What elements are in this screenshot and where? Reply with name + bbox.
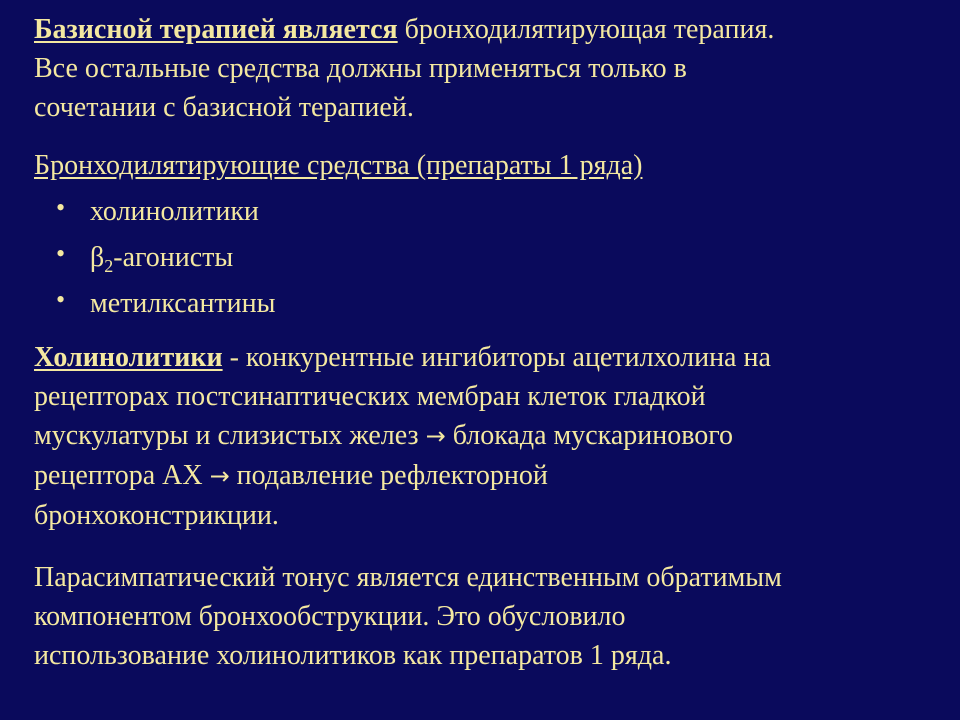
anticholinergics-heading: Холинолитики [34,342,223,373]
parasympathetic-paragraph [34,558,934,675]
list-item-beta2-agonists [56,240,275,286]
intro-line1-rest: бронходилятирующая терапия. [397,14,775,45]
parasympathetic-line2: компонентом бронхообструкции. Это обусловило [34,601,626,632]
beta-subscript: 2 [104,256,114,276]
parasympathetic-line3: использование холинолитиков как препаратов 1 ряда. [34,640,672,671]
anticholinergics-line2: рецепторах постсинаптических мембран клеток гладкой [34,381,706,412]
arrow-right-icon: → [425,422,446,450]
list-item-methylxanthines [56,286,275,332]
intro-heading: Базисной терапией является [34,14,398,45]
bronchodilators-list [56,194,275,332]
list-item-label: метилксантины [90,288,276,319]
anticholinergics-line5: бронхоконстрикции. [34,500,279,531]
bronchodilators-title-paragraph [34,146,934,185]
list-item-label: -агонисты [113,242,234,273]
anticholinergics-line1-rest: - конкурентные ингибиторы ацетилхолина на [222,342,771,373]
anticholinergics-paragraph [34,338,934,535]
bullet-icon: • [56,239,66,268]
anticholinergics-line3b: блокада мускаринового [445,420,734,451]
bronchodilators-title: Бронходилятирующие средства (препараты 1 ряда) [34,150,643,181]
anticholinergics-line3a: мускулатуры и слизистых желез [34,420,426,451]
intro-paragraph [34,10,934,127]
anticholinergics-line4b: подавление рефлекторной [229,460,548,491]
beta-symbol: β [90,242,105,273]
parasympathetic-line1: Парасимпатический тонус является единственным обратимым [34,562,782,593]
list-item-label: холинолитики [90,196,259,227]
bullet-icon: • [56,285,66,314]
arrow-right-icon: → [209,462,230,490]
list-item-cholinolytics [56,194,275,240]
intro-line3: сочетании с базисной терапией. [34,92,414,123]
bullet-icon: • [56,193,66,222]
intro-line2: Все остальные средства должны применяться только в [34,53,687,84]
anticholinergics-line4a: рецептора АХ [34,460,210,491]
